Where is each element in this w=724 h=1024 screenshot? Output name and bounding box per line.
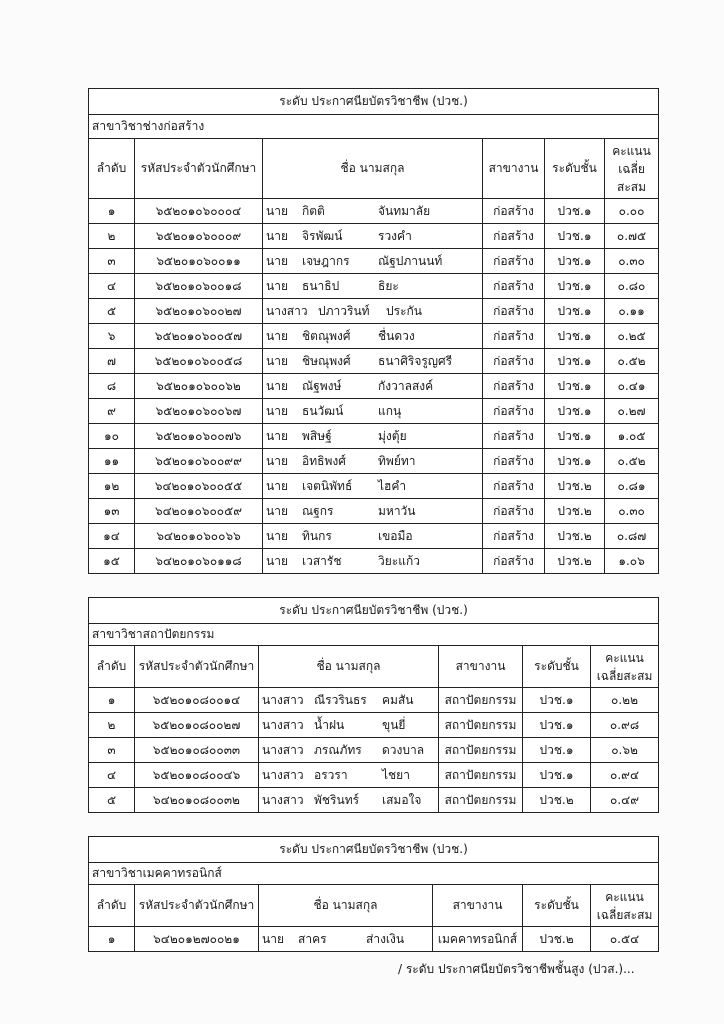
header-level: ระดับชั้น xyxy=(523,646,591,688)
cell-name xyxy=(263,499,483,524)
last-name: เขอมือ xyxy=(378,528,413,543)
cell-student-id: ๖๔๒๐๑๐๖๐๐๖๖ xyxy=(135,524,263,549)
cell-student-id: ๖๕๒๐๑๐๖๐๐๖๒ xyxy=(135,374,263,399)
cell-gpa: ๐.๙๔ xyxy=(591,763,659,788)
cell-level: ปวช.๑ xyxy=(523,763,591,788)
name-prefix: นาย xyxy=(266,403,288,418)
first-name: เจษฎากร xyxy=(302,253,350,268)
cell-student-id: ๖๕๒๐๑๐๘๐๐๓๓ xyxy=(135,738,259,763)
cell-student-id: ๖๔๒๐๑๐๖๐๐๕๕ xyxy=(135,474,263,499)
name-prefix: นาย xyxy=(266,553,288,568)
table-row xyxy=(89,713,659,738)
name-prefix: นางสาว xyxy=(262,742,304,757)
first-name: กิตติ xyxy=(302,203,325,218)
table-body xyxy=(89,199,659,574)
table-row xyxy=(89,249,659,274)
last-name: ธนาศิริจรูญศรี xyxy=(378,353,453,368)
cell-no: ๑๓ xyxy=(89,499,135,524)
header-name: ชื่อ นามสกุล xyxy=(259,885,433,927)
cell-gpa: ๐.๕๒ xyxy=(605,349,659,374)
cell-name xyxy=(259,738,439,763)
header-gpa: คะแนนเฉลี่ยสะสม xyxy=(591,646,659,688)
cell-branch: ก่อสร้าง xyxy=(483,424,545,449)
header-no: ลำดับ xyxy=(89,139,135,199)
cell-level: ปวช.๑ xyxy=(545,199,605,224)
cell-branch: ก่อสร้าง xyxy=(483,274,545,299)
cell-student-id: ๖๕๒๐๑๐๘๐๐๒๗ xyxy=(135,713,259,738)
cell-student-id: ๖๕๒๐๑๐๖๐๐๐๙ xyxy=(135,224,263,249)
last-name: ส่างเงิน xyxy=(366,931,405,946)
first-name: ธนาธิป xyxy=(302,278,340,293)
header-gpa: คะแนนเฉลี่ยสะสม xyxy=(605,139,659,199)
cell-gpa: ๐.๗๕ xyxy=(605,224,659,249)
cell-gpa: ๐.๐๐ xyxy=(605,199,659,224)
cell-branch: ก่อสร้าง xyxy=(483,349,545,374)
last-name: ไชยา xyxy=(382,767,410,782)
table-body xyxy=(89,927,659,952)
first-name: เวสารัช xyxy=(302,553,342,568)
name-prefix: นาย xyxy=(266,453,288,468)
cell-gpa: ๐.๕๒ xyxy=(605,449,659,474)
cell-level: ปวช.๑ xyxy=(523,713,591,738)
cell-no: ๖ xyxy=(89,324,135,349)
first-name: อิทธิพงศ์ xyxy=(302,453,346,468)
cell-gpa: ๐.๘๗ xyxy=(605,524,659,549)
cell-no: ๔ xyxy=(89,274,135,299)
header-branch: สาขางาน xyxy=(483,139,545,199)
cell-level: ปวช.๒ xyxy=(523,788,591,813)
table-row xyxy=(89,524,659,549)
name-prefix: นางสาว xyxy=(262,792,304,807)
cell-branch: สถาปัตยกรรม xyxy=(439,788,523,813)
name-prefix: นางสาว xyxy=(262,692,304,707)
first-name: ชิษณุพงศ์ xyxy=(302,353,351,368)
cell-branch: ก่อสร้าง xyxy=(483,524,545,549)
first-name: พัชรินทร์ xyxy=(314,792,360,807)
cell-level: ปวช.๑ xyxy=(545,324,605,349)
header-name: ชื่อ นามสกุล xyxy=(263,139,483,199)
first-name: ภรณภัทร xyxy=(314,742,362,757)
table-row xyxy=(89,274,659,299)
header-branch: สาขางาน xyxy=(439,646,523,688)
last-name: รวงคำ xyxy=(378,228,412,243)
header-branch: สาขางาน xyxy=(433,885,523,927)
cell-branch: ก่อสร้าง xyxy=(483,549,545,574)
cell-no: ๔ xyxy=(89,763,135,788)
level-title: ระดับ ประกาศนียบัตรวิชาชีพ (ปวช.) xyxy=(89,89,659,115)
first-name: ชิตณุพงศ์ xyxy=(302,328,351,343)
cell-name xyxy=(263,324,483,349)
table-row xyxy=(89,499,659,524)
table-row xyxy=(89,688,659,713)
cell-level: ปวช.๒ xyxy=(545,474,605,499)
cell-gpa: ๐.๘๐ xyxy=(605,274,659,299)
cell-no: ๙ xyxy=(89,399,135,424)
cell-no: ๒ xyxy=(89,224,135,249)
cell-no: ๕ xyxy=(89,299,135,324)
last-name: กังวาลสงค์ xyxy=(378,378,434,393)
cell-branch: ก่อสร้าง xyxy=(483,324,545,349)
cell-no: ๑ xyxy=(89,927,135,952)
name-prefix: นาย xyxy=(266,378,288,393)
cell-student-id: ๖๕๒๐๑๐๖๐๐๑๑ xyxy=(135,249,263,274)
cell-no: ๘ xyxy=(89,374,135,399)
table-construction xyxy=(88,88,659,574)
cell-gpa: ๐.๙๘ xyxy=(591,713,659,738)
table-row xyxy=(89,424,659,449)
cell-name xyxy=(259,927,433,952)
major-title: สาขาวิชาช่างก่อสร้าง xyxy=(89,115,659,139)
cell-level: ปวช.๑ xyxy=(545,424,605,449)
cell-student-id: ๖๕๒๐๑๐๖๐๐๗๖ xyxy=(135,424,263,449)
name-prefix: นาย xyxy=(266,278,288,293)
cell-gpa: ๐.๒๗ xyxy=(605,399,659,424)
cell-level: ปวช.๑ xyxy=(523,738,591,763)
header-student-id: รหัสประจำตัวนักศึกษา xyxy=(135,646,259,688)
last-name: ดวงบาล xyxy=(382,742,425,757)
cell-gpa: ๑.๐๕ xyxy=(605,424,659,449)
name-prefix: นาย xyxy=(266,428,288,443)
cell-name xyxy=(259,688,439,713)
level-title: ระดับ ประกาศนียบัตรวิชาชีพ (ปวช.) xyxy=(89,837,659,863)
cell-name xyxy=(259,763,439,788)
table-row xyxy=(89,788,659,813)
first-name: สาคร xyxy=(298,931,327,946)
cell-branch: สถาปัตยกรรม xyxy=(439,713,523,738)
cell-level: ปวช.๑ xyxy=(545,274,605,299)
cell-branch: ก่อสร้าง xyxy=(483,449,545,474)
cell-branch: ก่อสร้าง xyxy=(483,249,545,274)
table-row xyxy=(89,324,659,349)
cell-branch: สถาปัตยกรรม xyxy=(439,763,523,788)
last-name: ทิพย์ทา xyxy=(378,453,416,468)
last-name: ขุนยี่ xyxy=(382,717,406,732)
cell-gpa: ๐.๒๒ xyxy=(591,688,659,713)
cell-student-id: ๖๔๒๐๑๐๖๐๐๕๙ xyxy=(135,499,263,524)
cell-student-id: ๖๕๒๐๑๐๖๐๐๕๘ xyxy=(135,349,263,374)
header-level: ระดับชั้น xyxy=(545,139,605,199)
cell-student-id: ๖๔๒๐๑๐๘๐๐๓๒ xyxy=(135,788,259,813)
cell-name xyxy=(263,374,483,399)
table-row xyxy=(89,299,659,324)
name-prefix: นาย xyxy=(266,328,288,343)
last-name: คมสัน xyxy=(382,692,414,707)
name-prefix: นางสาว xyxy=(266,303,308,318)
first-name: ณัฐพงษ์ xyxy=(302,378,342,393)
cell-level: ปวช.๒ xyxy=(545,549,605,574)
cell-gpa: ๐.๔๙ xyxy=(591,788,659,813)
cell-branch: ก่อสร้าง xyxy=(483,374,545,399)
footer-continuation-note: / ระดับ ประกาศนียบัตรวิชาชีพชั้นสูง (ปวส.)... xyxy=(398,962,635,976)
first-name: อรวรา xyxy=(314,767,348,782)
header-gpa: คะแนนเฉลี่ยสะสม xyxy=(591,885,659,927)
cell-gpa: ๐.๔๑ xyxy=(605,374,659,399)
first-name: พสิษฐ์ xyxy=(302,428,332,443)
first-name: จิรพัฒน์ xyxy=(302,228,343,243)
header-no: ลำดับ xyxy=(89,885,135,927)
first-name: น้ำฝน xyxy=(314,717,345,732)
name-prefix: นาย xyxy=(266,203,288,218)
cell-level: ปวช.๑ xyxy=(545,224,605,249)
name-prefix: นางสาว xyxy=(262,767,304,782)
table-row xyxy=(89,449,659,474)
table-architecture xyxy=(88,597,659,813)
last-name: เสมอใจ xyxy=(382,792,422,807)
cell-no: ๕ xyxy=(89,788,135,813)
cell-branch: ก่อสร้าง xyxy=(483,499,545,524)
cell-branch: ก่อสร้าง xyxy=(483,224,545,249)
cell-name xyxy=(263,299,483,324)
last-name: ธิยะ xyxy=(378,278,399,293)
cell-name xyxy=(263,274,483,299)
cell-name xyxy=(259,713,439,738)
cell-no: ๑๑ xyxy=(89,449,135,474)
cell-gpa: ๐.๓๐ xyxy=(605,249,659,274)
cell-name xyxy=(259,788,439,813)
table-row xyxy=(89,349,659,374)
last-name: วิยะแก้ว xyxy=(378,553,420,568)
cell-branch: สถาปัตยกรรม xyxy=(439,688,523,713)
name-prefix: นาย xyxy=(266,478,288,493)
cell-no: ๑๐ xyxy=(89,424,135,449)
header-student-id: รหัสประจำตัวนักศึกษา xyxy=(135,885,259,927)
first-name: ณีรวรินธร xyxy=(314,692,367,707)
cell-level: ปวช.๑ xyxy=(545,349,605,374)
cell-student-id: ๖๔๒๐๑๐๖๐๑๑๘ xyxy=(135,549,263,574)
name-prefix: นางสาว xyxy=(262,717,304,732)
level-title: ระดับ ประกาศนียบัตรวิชาชีพ (ปวช.) xyxy=(89,598,659,624)
cell-no: ๑๕ xyxy=(89,549,135,574)
cell-student-id: ๖๕๒๐๑๐๖๐๐๑๘ xyxy=(135,274,263,299)
first-name: ทินกร xyxy=(302,528,332,543)
cell-branch: ก่อสร้าง xyxy=(483,299,545,324)
table-row xyxy=(89,763,659,788)
cell-level: ปวช.๒ xyxy=(523,927,591,952)
cell-level: ปวช.๒ xyxy=(545,524,605,549)
table-row xyxy=(89,927,659,952)
cell-student-id: ๖๕๒๐๑๐๖๐๐๖๗ xyxy=(135,399,263,424)
cell-name xyxy=(263,549,483,574)
cell-no: ๓ xyxy=(89,249,135,274)
header-level: ระดับชั้น xyxy=(523,885,591,927)
cell-student-id: ๖๕๒๐๑๐๖๐๐๒๗ xyxy=(135,299,263,324)
cell-gpa: ๐.๓๐ xyxy=(605,499,659,524)
cell-branch: ก่อสร้าง xyxy=(483,474,545,499)
last-name: ชื่นดวง xyxy=(378,328,415,343)
cell-name xyxy=(263,449,483,474)
cell-name xyxy=(263,349,483,374)
table-row xyxy=(89,399,659,424)
cell-no: ๗ xyxy=(89,349,135,374)
cell-level: ปวช.๑ xyxy=(545,399,605,424)
last-name: ประกัน xyxy=(386,303,422,318)
cell-no: ๑ xyxy=(89,199,135,224)
table-row xyxy=(89,549,659,574)
cell-gpa: ๐.๘๑ xyxy=(605,474,659,499)
cell-no: ๓ xyxy=(89,738,135,763)
last-name: ไฮคำ xyxy=(378,478,407,493)
header-name: ชื่อ นามสกุล xyxy=(259,646,439,688)
first-name: ธนวัฒน์ xyxy=(302,403,344,418)
table-body xyxy=(89,688,659,813)
cell-name xyxy=(263,249,483,274)
cell-level: ปวช.๑ xyxy=(545,374,605,399)
cell-level: ปวช.๑ xyxy=(545,299,605,324)
name-prefix: นาย xyxy=(262,931,284,946)
first-name: ณฐกร xyxy=(302,503,334,518)
cell-branch: ก่อสร้าง xyxy=(483,399,545,424)
header-student-id: รหัสประจำตัวนักศึกษา xyxy=(135,139,263,199)
last-name: มหาวัน xyxy=(378,503,416,518)
name-prefix: นาย xyxy=(266,503,288,518)
cell-student-id: ๖๔๒๐๑๒๗๐๐๒๑ xyxy=(135,927,259,952)
name-prefix: นาย xyxy=(266,228,288,243)
cell-branch: สถาปัตยกรรม xyxy=(439,738,523,763)
cell-level: ปวช.๑ xyxy=(523,688,591,713)
table-mechatronics xyxy=(88,836,659,952)
last-name: แกนุ xyxy=(378,403,402,418)
cell-no: ๑๒ xyxy=(89,474,135,499)
major-title: สาขาวิชาสถาปัตยกรรม xyxy=(89,624,659,646)
cell-gpa: ๑.๐๖ xyxy=(605,549,659,574)
cell-level: ปวช.๒ xyxy=(545,499,605,524)
cell-name xyxy=(263,524,483,549)
cell-student-id: ๖๕๒๐๑๐๘๐๐๔๖ xyxy=(135,763,259,788)
first-name: เจตนิพัทธ์ xyxy=(302,478,353,493)
table-row xyxy=(89,224,659,249)
cell-name xyxy=(263,199,483,224)
cell-name xyxy=(263,474,483,499)
last-name: ณัฐปภานนท์ xyxy=(378,253,443,268)
cell-student-id: ๖๕๒๐๑๐๖๐๐๕๗ xyxy=(135,324,263,349)
name-prefix: นาย xyxy=(266,528,288,543)
cell-no: ๑๔ xyxy=(89,524,135,549)
cell-student-id: ๖๕๒๐๑๐๖๐๐๐๔ xyxy=(135,199,263,224)
cell-student-id: ๖๕๒๐๑๐๖๐๐๙๙ xyxy=(135,449,263,474)
cell-branch: ก่อสร้าง xyxy=(483,199,545,224)
cell-name xyxy=(263,399,483,424)
cell-level: ปวช.๑ xyxy=(545,249,605,274)
cell-no: ๑ xyxy=(89,688,135,713)
cell-name xyxy=(263,224,483,249)
cell-gpa: ๐.๒๕ xyxy=(605,324,659,349)
header-no: ลำดับ xyxy=(89,646,135,688)
cell-gpa: ๐.๕๔ xyxy=(591,927,659,952)
cell-gpa: ๐.๖๒ xyxy=(591,738,659,763)
table-row xyxy=(89,474,659,499)
first-name: ปภาวรินท์ xyxy=(318,303,370,318)
cell-student-id: ๖๕๒๐๑๐๘๐๐๑๔ xyxy=(135,688,259,713)
table-row xyxy=(89,374,659,399)
table-row xyxy=(89,738,659,763)
cell-gpa: ๐.๑๑ xyxy=(605,299,659,324)
name-prefix: นาย xyxy=(266,353,288,368)
cell-no: ๒ xyxy=(89,713,135,738)
cell-level: ปวช.๑ xyxy=(545,449,605,474)
name-prefix: นาย xyxy=(266,253,288,268)
table-row xyxy=(89,199,659,224)
last-name: จันทมาลัย xyxy=(378,203,431,218)
cell-name xyxy=(263,424,483,449)
major-title: สาขาวิชาเมคคาทรอนิกส์ xyxy=(89,863,659,885)
cell-branch: เมคคาทรอนิกส์ xyxy=(433,927,523,952)
last-name: มุ่งตุ้ย xyxy=(378,428,407,443)
